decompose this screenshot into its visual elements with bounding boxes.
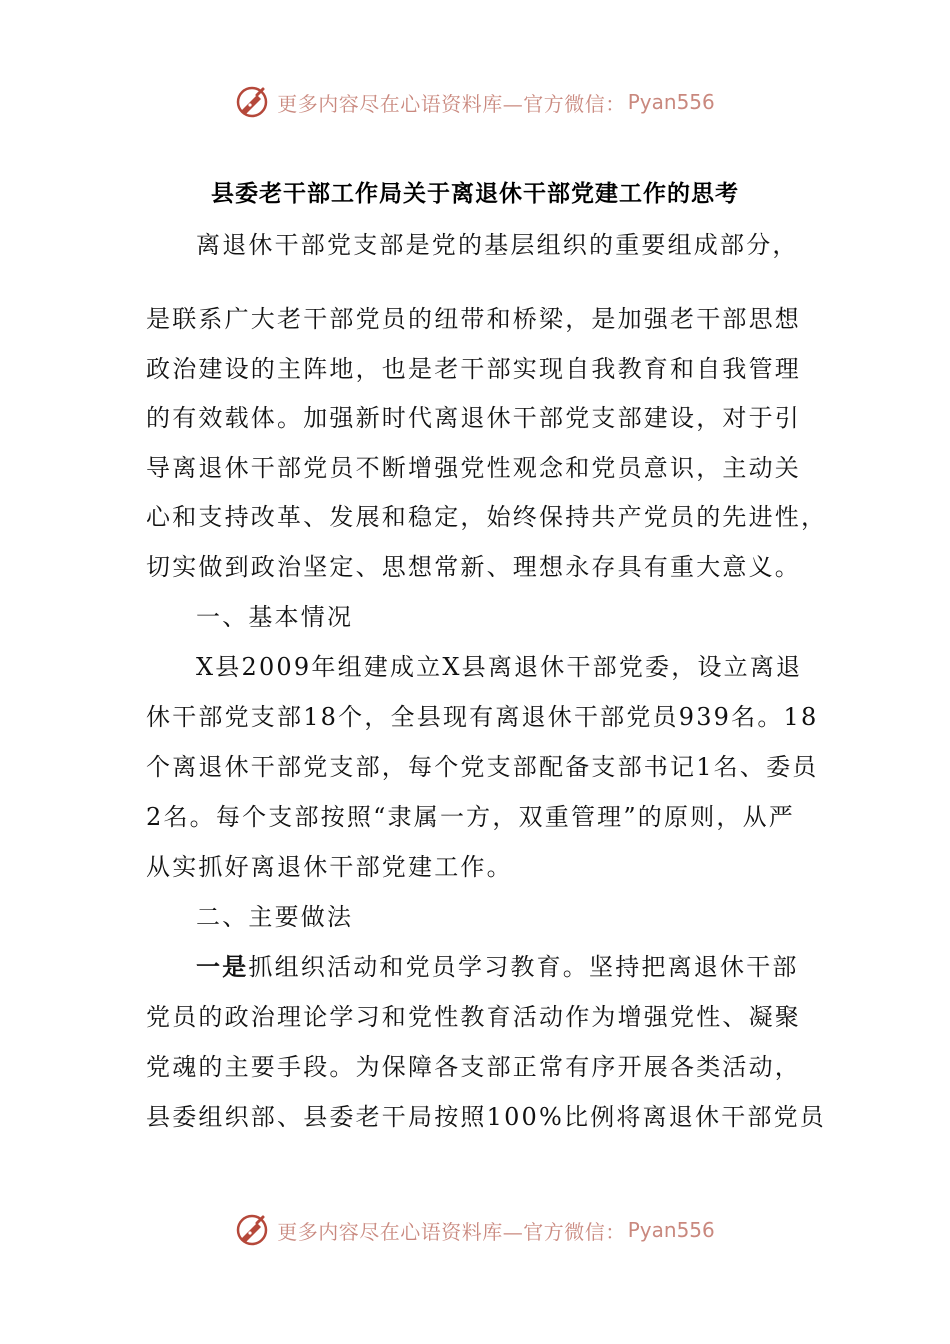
paragraph-line: 心和支持改革、发展和稳定，始终保持共产党员的先进性， — [146, 503, 828, 531]
paragraph-line: 政治建设的主阵地，也是老干部实现自我教育和自我管理 — [146, 355, 801, 383]
section-heading: 二、主要做法 — [196, 903, 354, 931]
paragraph-line: 党魂的主要手段。为保障各支部正常有序开展各类活动， — [146, 1053, 801, 1081]
watermark-banner-bottom — [0, 1210, 950, 1250]
paragraph-line: 切实做到政治坚定、思想常新、理想永存具有重大意义。 — [146, 553, 801, 581]
watermark-wechat-id: Pyan556 — [627, 90, 715, 114]
watermark-text: 更多内容尽在心语资料库—官方微信： — [277, 1219, 626, 1244]
paragraph-line: 是联系广大老干部党员的纽带和桥梁，是加强老干部思想 — [146, 305, 801, 333]
paragraph-line: 离退休干部党支部是党的基层组织的重要组成部分， — [196, 231, 799, 259]
pen-nib-circle-icon — [235, 1213, 269, 1247]
paragraph-line: 的有效载体。加强新时代离退休干部党支部建设，对于引 — [146, 404, 801, 432]
paragraph-line-text: 抓组织活动和党员学习教育。坚持把离退休干部 — [248, 953, 799, 981]
bold-lead-text: 一是 — [196, 952, 249, 981]
section-heading: 一、基本情况 — [196, 603, 354, 631]
paragraph-line: X县2009年组建成立X县离退休干部党委，设立离退 — [196, 653, 803, 681]
paragraph-line: 从实抓好离退休干部党建工作。 — [146, 853, 513, 881]
pen-nib-circle-icon — [235, 85, 269, 119]
paragraph-line: 县委组织部、县委老干局按照100%比例将离退休干部党员 — [146, 1103, 827, 1131]
paragraph-line: 2名。每个支部按照“隶属一方，双重管理”的原则，从严 — [146, 803, 796, 831]
watermark-text: 更多内容尽在心语资料库—官方微信： — [277, 91, 626, 116]
paragraph-line: 休干部党支部18个，全县现有离退休干部党员939名。18 — [146, 703, 819, 731]
paragraph-line: 导离退休干部党员不断增强党性观念和党员意识，主动关 — [146, 454, 801, 482]
watermark-banner-top — [0, 82, 950, 122]
paragraph-line: 个离退休干部党支部，每个党支部配备支部书记1名、委员 — [146, 753, 819, 781]
document-title: 县委老干部工作局关于离退休干部党建工作的思考 — [211, 181, 739, 207]
paragraph-line: 党员的政治理论学习和党性教育活动作为增强党性、凝聚 — [146, 1003, 801, 1031]
paragraph-line-lead — [196, 950, 799, 984]
watermark-wechat-id: Pyan556 — [627, 1218, 715, 1242]
